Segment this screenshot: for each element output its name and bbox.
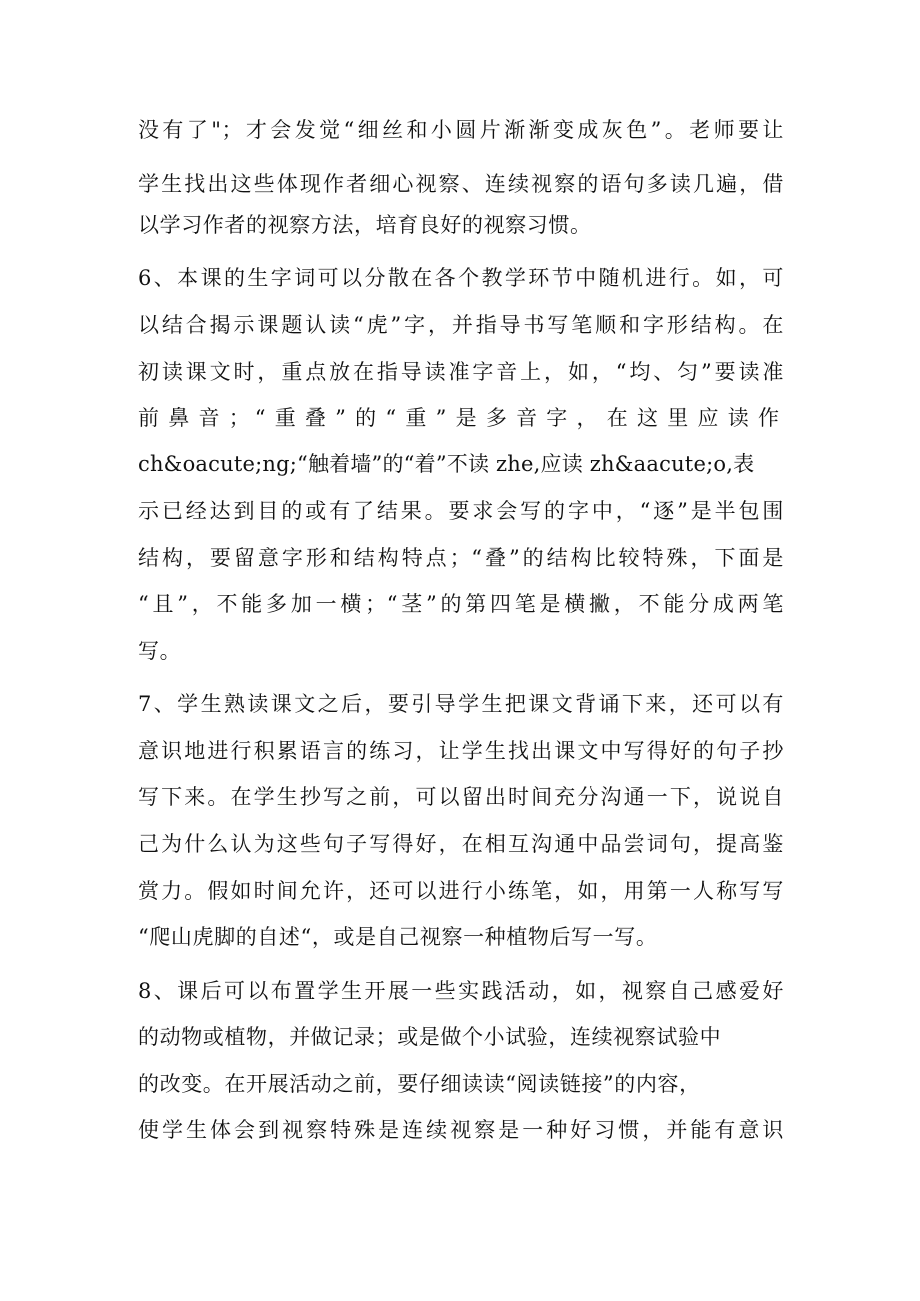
- text-line: 结构，要留意字形和结构特点；“叠”的结构比较特殊，下面是: [138, 546, 784, 570]
- text-line: “且”，不能多加一横；“茎”的第四笔是横撇，不能分成两笔: [138, 592, 784, 616]
- text-line: 以结合揭示课题认读“虎”字，并指导书写笔顺和字形结构。在: [138, 313, 784, 337]
- text-line: 初读课文时，重点放在指导读准字音上，如，“均、匀”要读准: [138, 360, 784, 384]
- text-line: 使学生体会到视察特殊是连续视察是一种好习惯，并能有意识: [138, 1118, 784, 1142]
- text-line: 没有了"；才会发觉“细丝和小圆片渐渐变成灰色”。老师要让: [138, 118, 784, 142]
- text-line: 写下来。在学生抄写之前，可以留出时间充分沟通一下，说说自: [138, 785, 784, 809]
- text-line: 己为什么认为这些句子写得好，在相互沟通中品尝词句，提高鉴: [138, 832, 784, 856]
- text-line: 意识地进行积累语言的练习，让学生找出课文中写得好的句子抄: [138, 739, 784, 763]
- text-line: 前鼻音；“重叠”的“重”是多音字，在这里应读作: [138, 406, 784, 430]
- text-line: 以学习作者的视察方法，培育良好的视察习惯。: [138, 213, 592, 237]
- text-line: “爬山虎脚的自述“，或是自己视察一种植物后写一写。: [138, 925, 658, 949]
- text-line: 8、课后可以布置学生开展一些实践活动，如，视察自己感爱好: [138, 979, 784, 1003]
- text-line: 学生找出这些体现作者细心视察、连续视察的语句多读几遍，借: [138, 172, 784, 196]
- text-line: 的改变。在开展活动之前，要仔细读读“阅读链接”的内容，: [138, 1072, 701, 1096]
- text-line: ch&oacute;ng;“触着墙”的“着”不读 zhe,应读 zh&aacute;o,表: [138, 452, 755, 476]
- text-line: 写。: [138, 639, 182, 663]
- text-line: 的动物或植物，并做记录；或是做个小试验，连续视察试验中: [138, 1025, 722, 1049]
- text-line: 6、本课的生字词可以分散在各个教学环节中随机进行。如，可: [138, 266, 784, 290]
- text-line: 7、学生熟读课文之后，要引导学生把课文背诵下来，还可以有: [138, 692, 784, 716]
- text-line: 赏力。假如时间允许，还可以进行小练笔，如，用第一人称写写: [138, 879, 784, 903]
- text-line: 示已经达到目的或有了结果。要求会写的字中，“逐”是半包围: [138, 499, 784, 523]
